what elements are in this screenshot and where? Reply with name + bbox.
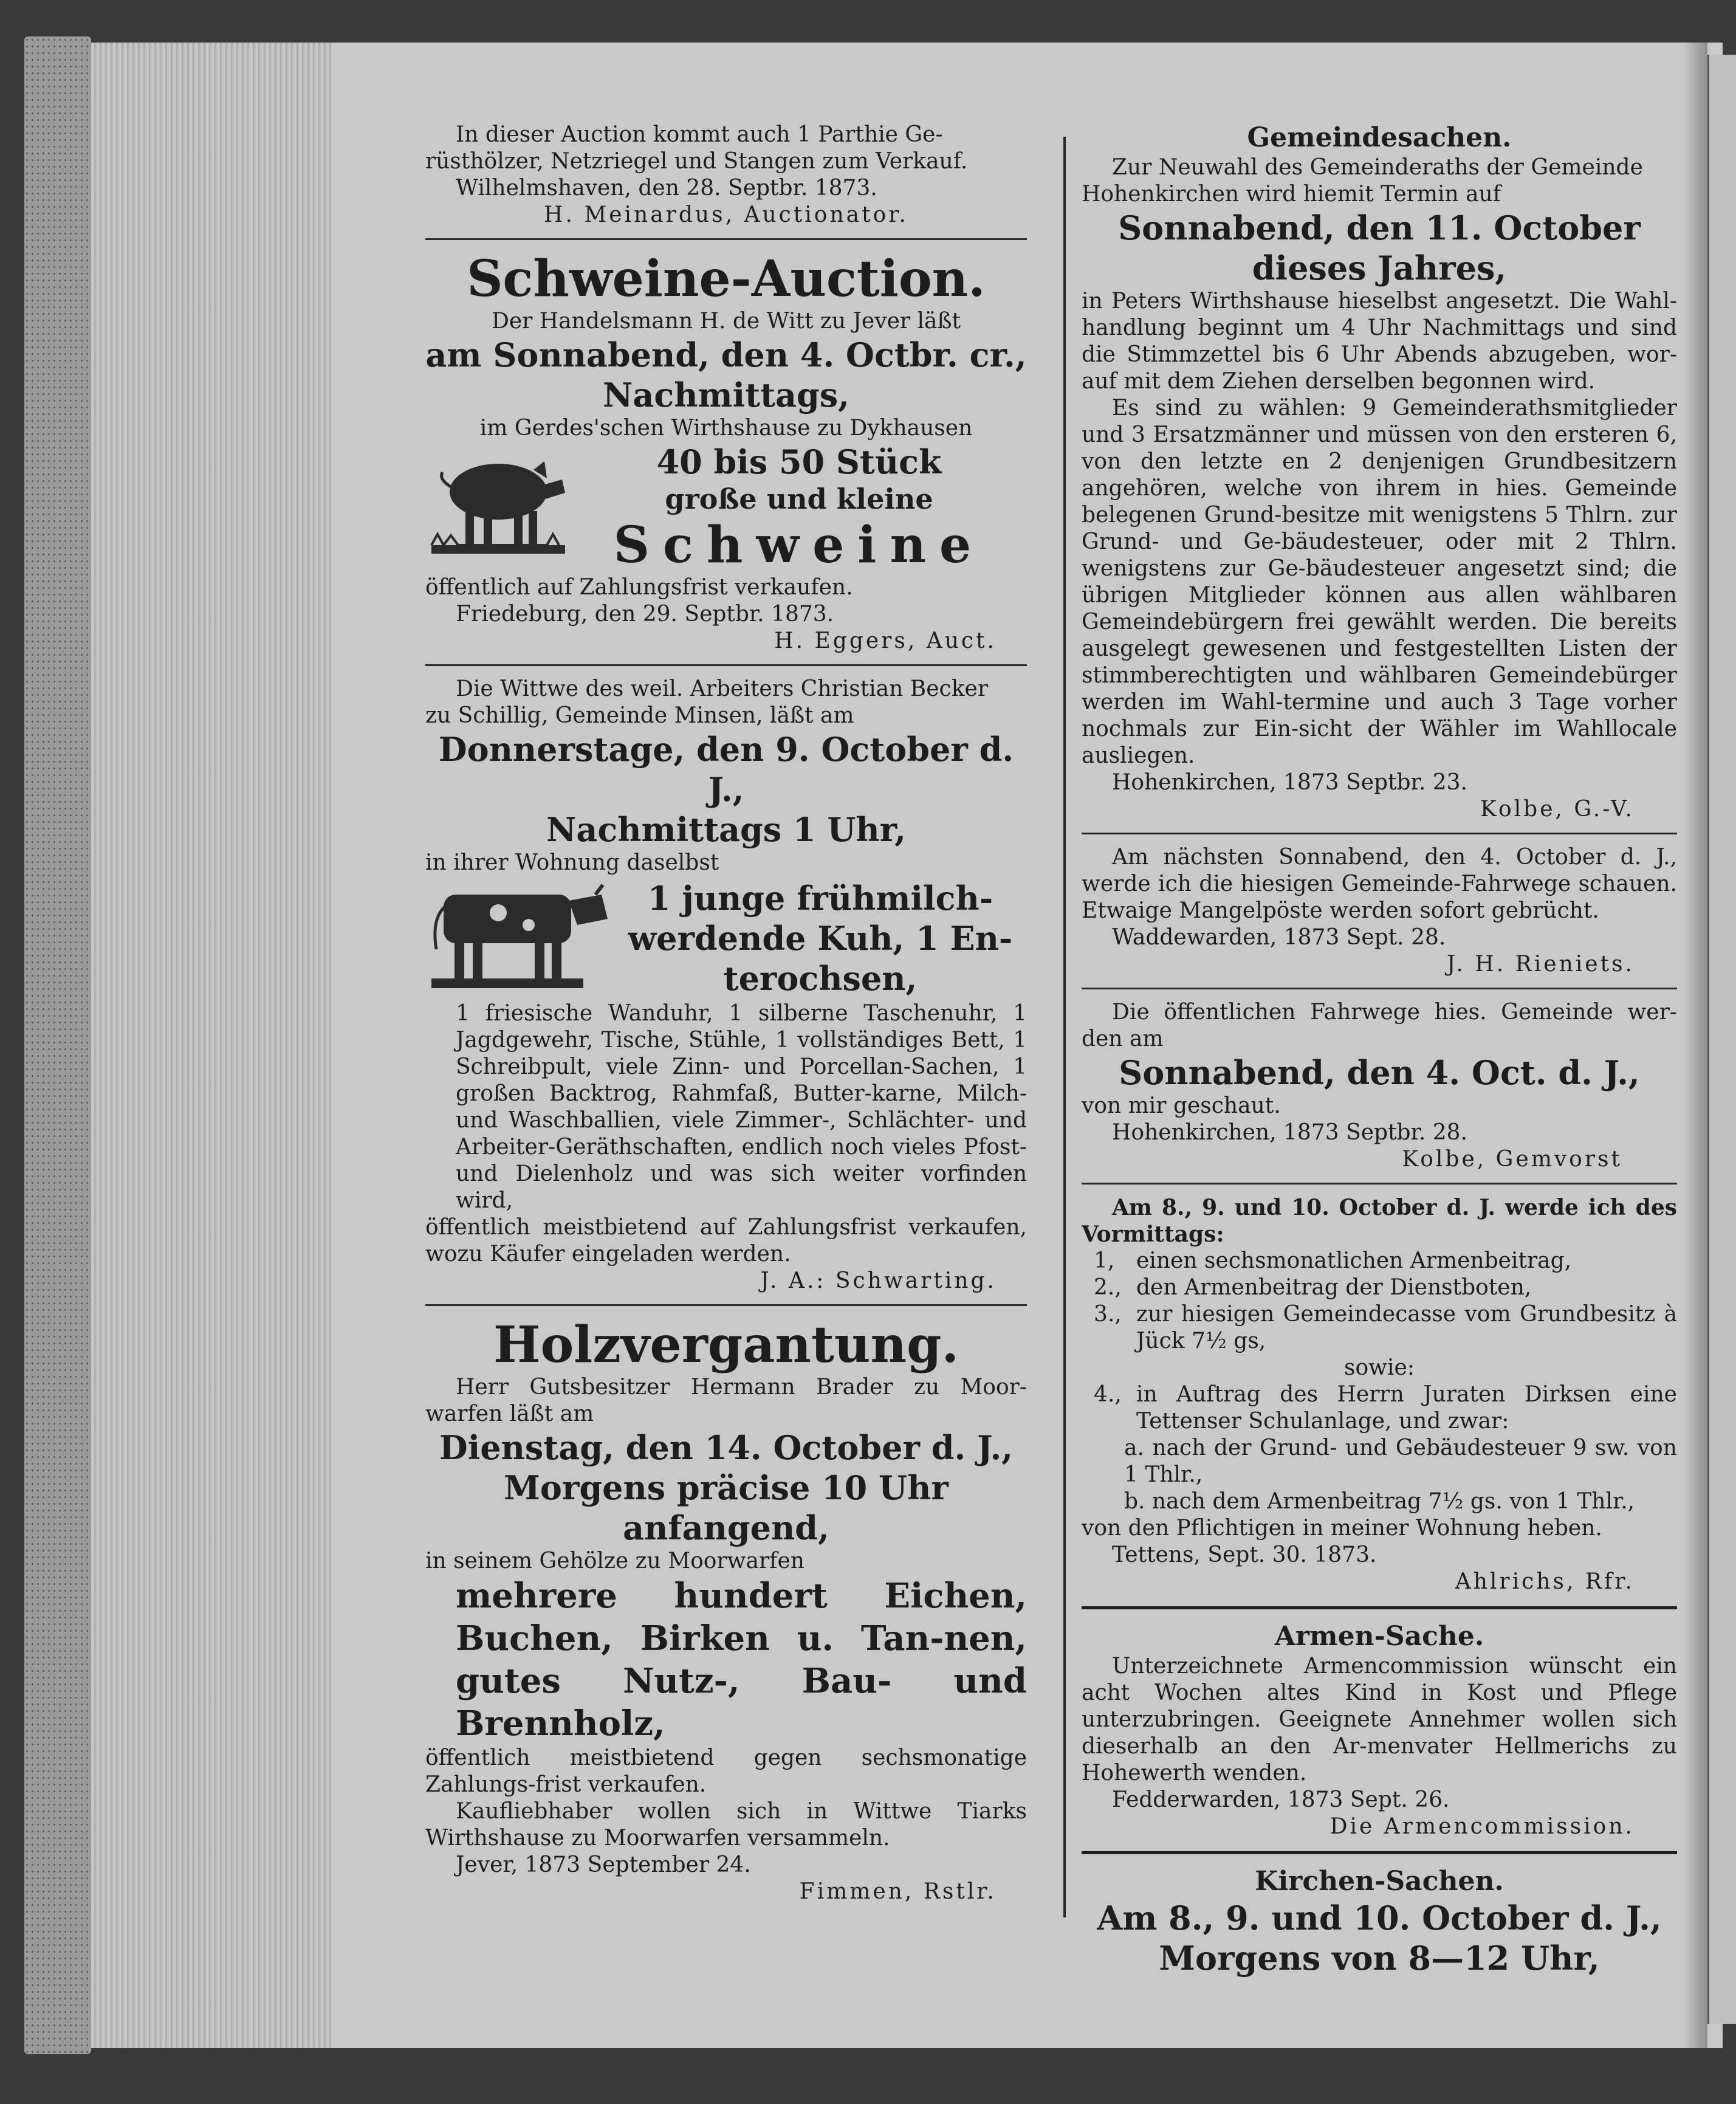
dateline: Waddewarden, 1873 Sept. 28. (1112, 925, 1446, 950)
church-notice (1082, 1865, 1677, 1978)
text-line: von mir geschaut. (1082, 1093, 1281, 1118)
ad-time: Morgens von 8—12 Uhr, (1159, 1939, 1600, 1978)
ad-place: in ihrer Wohnung daselbst (425, 850, 719, 875)
divider (1082, 1183, 1677, 1184)
cow-line: werdende Kuh, 1 En- (628, 919, 1013, 958)
left-column (425, 122, 1027, 1905)
ad-time: Morgens präcise 10 Uhr (504, 1468, 949, 1507)
text-line: öffentlich auf Zahlungsfrist verkaufen. (425, 575, 853, 600)
dateline: Fedderwarden, 1873 Sept. 26. (1112, 1787, 1450, 1812)
pig-woodcut-icon (425, 443, 571, 573)
ad-title: Holzvergantung. (493, 1316, 959, 1374)
becker-auction-notice (425, 676, 1027, 1294)
divider (425, 664, 1027, 666)
ad-date: Dienstag, den 14. October d. J., (439, 1428, 1014, 1467)
text-line: Die Wittwe des weil. Arbeiters Christian Becker (456, 676, 989, 701)
text-line: Hohenkirchen wird hiemit Termin auf (1082, 182, 1501, 207)
ad-time: Nachmittags 1 Uhr, (546, 810, 907, 849)
item-list: 1 friesische Wanduhr, 1 silberne Taschenuhr, 1 Jagdgewehr, Tische, Stühle, 1 vollständiges Bett, 1 Schreibpult, viele Zinn- und Porcellan-Sachen, 1 großen Backtrog, Rahmfaß, Butter-karne, Milch- und Waschballien, viele Zimmer-, Schlächter- und Arbeiter-Geräthschaften, endlich noch vieles Pfost- und Dielenholz und was sich weiter vorfinden wird, (456, 1001, 1027, 1213)
section-title: Armen-Sache. (1274, 1621, 1484, 1652)
cow-line: 1 junge frühmilch- (647, 879, 993, 918)
pig-word: Schweine (613, 516, 985, 574)
dateline: Hohenkirchen, 1873 Septbr. 28. (1112, 1120, 1467, 1145)
ad-date: am Sonnabend, den 4. Octbr. cr., (425, 335, 1027, 374)
pig-auction-notice (425, 250, 1027, 655)
text-block: Am nächsten Sonnabend, den 4. October d. J., werde ich die hiesigen Gemeinde-Fahrwege schauen. Etwaige Mangelpöste werden sofort gebrücht. (1082, 845, 1677, 923)
ad-date: Am 8., 9. und 10. October d. J., (1097, 1899, 1662, 1937)
election-date: dieses Jahres, (1252, 249, 1507, 287)
dateline: Jever, 1873 September 24. (456, 1852, 751, 1877)
section-title: Kirchen-Sachen. (1255, 1866, 1504, 1897)
text-line: Der Handelsmann H. de Witt zu Jever läßt (491, 309, 961, 334)
divider (425, 238, 1027, 240)
signature: Ahlrichs, Rfr. (1455, 1569, 1635, 1594)
text-block: Am 8., 9. und 10. October d. J. werde ich des Vormittags: (1082, 1195, 1677, 1247)
list-item: 3., zur hiesigen Gemeindecasse vom Grundbesitz à Jück 7½ gs, (1094, 1302, 1677, 1353)
text-line: zu Schillig, Gemeinde Minsen, läßt am (425, 703, 854, 728)
text-line: öffentlich meistbietend gegen sechsmonatige Zahlungs-frist verkaufen. (425, 1745, 1027, 1797)
pig-description: große und kleine (665, 483, 933, 515)
book-edge (24, 36, 91, 2054)
ad-date: Sonnabend, den 4. Oct. d. J., (1119, 1053, 1640, 1092)
divider (1082, 833, 1677, 834)
section-title: Gemeindesachen. (1247, 122, 1512, 153)
page-stack (91, 43, 334, 2048)
auction-notice (425, 122, 1027, 229)
text-line: öffentlich meistbietend auf Zahlungsfrist verkaufen, wozu Käufer eingeladen werden. (425, 1215, 1027, 1267)
signature: H. Meinardus, Auctionator. (544, 202, 908, 227)
tax-collection-notice (1082, 1194, 1677, 1595)
ad-title: Schweine-Auction. (467, 250, 986, 308)
election-date: Sonnabend, den 11. October (1118, 208, 1641, 247)
poor-relief-notice (1082, 1620, 1677, 1840)
signature: Fimmen, Rstlr. (799, 1879, 997, 1904)
list-item: 2., den Armenbeitrag der Dienstboten, (1094, 1275, 1532, 1300)
ad-date: Donnerstage, den 9. October d. J., (438, 730, 1014, 809)
road-inspection-notice (1082, 844, 1677, 978)
divider (1082, 1851, 1677, 1854)
signature: Kolbe, G.-V. (1480, 797, 1635, 822)
signature: Kolbe, Gemvorst (1402, 1147, 1622, 1172)
cow-row (425, 876, 1027, 1000)
text-line: Herr Gutsbesitzer Hermann Brader zu Moor-warfen läßt am (425, 1375, 1027, 1426)
road-inspection-notice-2 (1082, 999, 1677, 1173)
text-line: In dieser Auction kommt auch 1 Parthie Ge- (456, 122, 943, 147)
cow-line: terochsen, (723, 959, 918, 998)
list-item: 1, einen sechsmonatlichen Armenbeitrag, (1094, 1248, 1572, 1273)
text-block: Unterzeichnete Armencommission wünscht ein acht Wochen altes Kind in Kost und Pflege unterzubringen. Geeignete Annehmer wollen sich dieserhalb an den Ar-menvater Hellmerichs zu Hohewerth wenden. (1082, 1654, 1677, 1786)
page-gutter (1683, 43, 1707, 2048)
pig-count: 40 bis 50 Stück (656, 442, 942, 481)
dateline: Friedeburg, den 29. Septbr. 1873. (456, 602, 834, 627)
ad-place: im Gerdes'schen Wirthshause zu Dykhausen (479, 416, 973, 441)
signature: Die Armencommission. (1329, 1814, 1635, 1839)
text-block: Es sind zu wählen: 9 Gemeinderathsmitglieder und 3 Ersatzmänner und müssen von den ersteren 6, von den letzte en 2 denjenigen Grundbesitzern angehören, welche von ihrem in hies. Gemeinde belegenen Grund-besitze mit wenigstens 5 Thlrn. zur Grund- und Ge-bäudesteuer, oder mit 2 Thlrn. wenigstens zur Ge-bäudesteuer angesetzt sind; die übrigen Mitglieder können aus allen wählbaren Gemeindebürgern frei gewählt werden. Die bereits ausgelegt gewesenen und festgestellten Listen der stimmberechtigten und wählbaren Gemeindebürger werden im Wahl-termine und auch 3 Tage vorher nochmals zur Ein-sicht der Wähler im Wahllocale ausliegen. (1082, 396, 1677, 768)
text-line: von den Pflichtigen in meiner Wohnung heben. (1082, 1516, 1602, 1541)
divider (425, 1304, 1027, 1306)
divider (1082, 988, 1677, 989)
dateline: Hohenkirchen, 1873 Septbr. 23. (1112, 770, 1467, 795)
right-column (1082, 122, 1677, 1978)
divider (1082, 1606, 1677, 1609)
list-subitem: a. nach der Grund- und Gebäudesteuer 9 sw. von 1 Thlr., (1124, 1435, 1677, 1487)
municipal-notice (1082, 122, 1677, 823)
text-line: rüsthölzer, Netzriegel und Stangen zum Verkauf. (425, 149, 968, 174)
wood-auction-notice (425, 1316, 1027, 1905)
text-block: in Peters Wirthshause hieselbst angesetzt. Die Wahl-handlung beginnt um 4 Uhr Nachmittags und sind die Stimmzettel bis 6 Uhr Abends abzugeben, wor-auf mit dem Ziehen derselben begonnen wird. (1082, 289, 1677, 394)
column-divider (1063, 137, 1066, 1917)
dateline: Wilhelmshaven, den 28. Septbr. 1873. (456, 176, 877, 201)
dateline: Tettens, Sept. 30. 1873. (1112, 1542, 1377, 1567)
ad-place: in seinem Gehölze zu Moorwarfen (425, 1549, 805, 1573)
ad-time: Nachmittags, (603, 376, 849, 414)
text-line: Kaufliebhaber wollen sich in Wittwe Tiarks Wirthshause zu Moorwarfen versammeln. (425, 1799, 1027, 1851)
cow-woodcut-icon (425, 876, 614, 1000)
text-block: Die öffentlichen Fahrwege hies. Gemeinde wer-den am (1082, 1000, 1677, 1051)
list-item: 4., in Auftrag des Herrn Juraten Dirksen eine Tettenser Schulanlage, und zwar: (1094, 1382, 1677, 1434)
facing-page-edge (1707, 55, 1736, 2024)
wood-types: mehrere hundert Eichen, Buchen, Birken u. Tan-nen, gutes Nutz-, Bau- und Brennholz, (456, 1576, 1027, 1744)
list-subitem: b. nach dem Armenbeitrag 7½ gs. von 1 Thlr., (1124, 1489, 1635, 1514)
text-line: Zur Neuwahl des Gemeinderaths der Gemeinde (1112, 155, 1643, 180)
signature: J. A.: Schwarting. (760, 1268, 997, 1293)
ad-time: anfangend, (623, 1508, 829, 1547)
signature: J. H. Rieniets. (1446, 952, 1635, 977)
pig-row (425, 442, 1027, 574)
signature: H. Eggers, Auct. (774, 628, 997, 653)
text-line: sowie: (1344, 1355, 1415, 1380)
